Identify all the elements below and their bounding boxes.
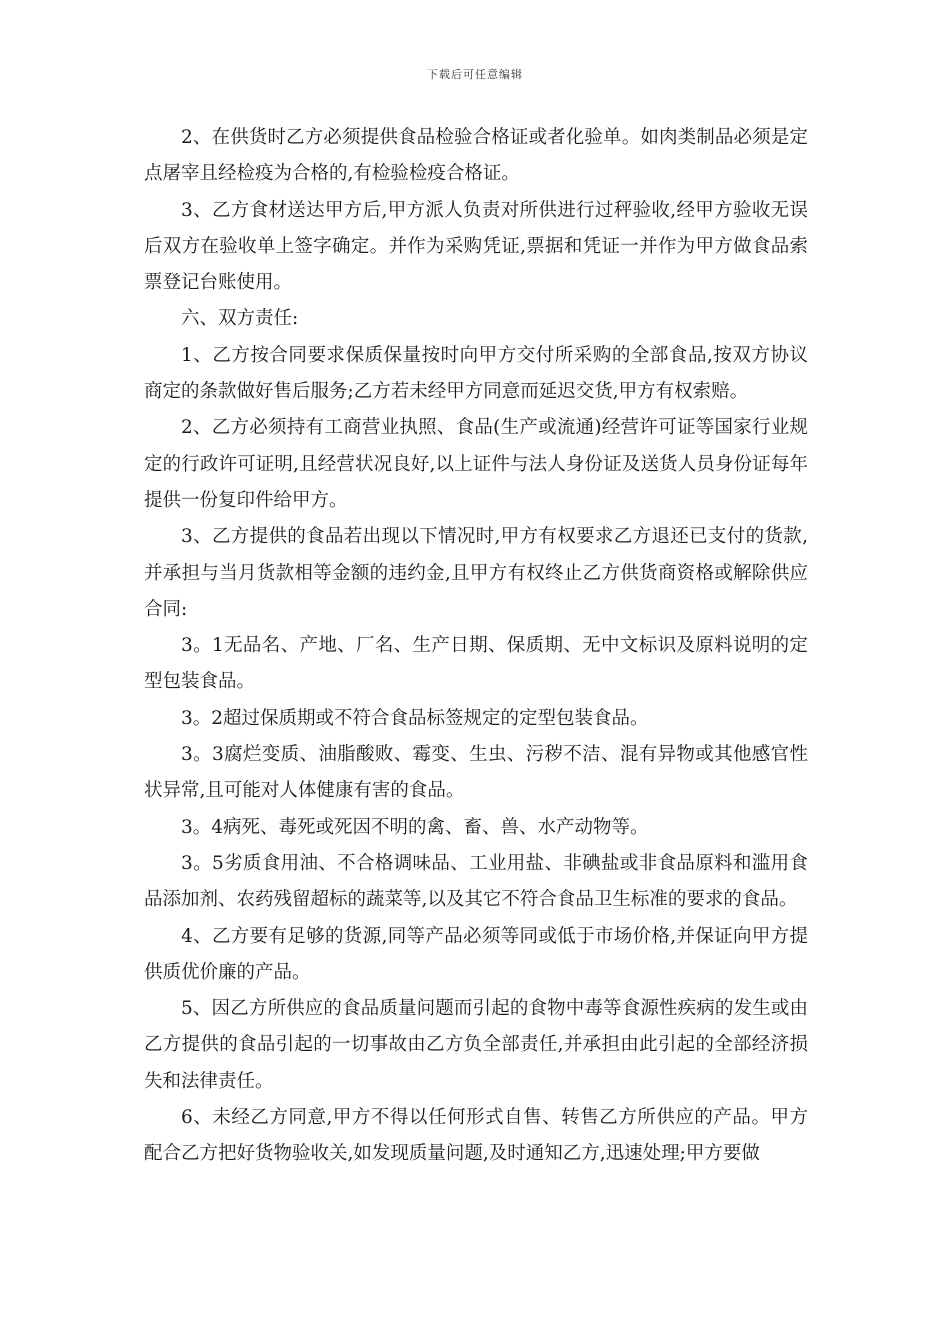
paragraph-item-3-5: 3。5劣质食用油、不合格调味品、工业用盐、非碘盐或非食品原料和滥用食品添加剂、农药残留超标的蔬菜等,以及其它不符合食品卫生标准的要求的食品。 <box>144 852 808 911</box>
paragraph-item-3-4: 3。4病死、毒死或死因不明的禽、畜、兽、水产动物等。 <box>181 816 649 838</box>
page-header: 下载后可任意编辑 <box>427 68 523 81</box>
paragraph-responsibility-2: 2、乙方必须持有工商营业执照、食品(生产或流通)经营许可证等国家行业规定的行政许可证明,且经营状况良好,以上证件与法人身份证及送货人员身份证每年提供一份复印件给甲方。 <box>144 417 808 511</box>
paragraph-responsibility-6: 6、未经乙方同意,甲方不得以任何形式自售、转售乙方所供应的产品。甲方配合乙方把好货物验收关,如发现质量问题,及时通知乙方,迅速处理;甲方要做 <box>144 1107 808 1165</box>
paragraph-responsibility-3: 3、乙方提供的食品若出现以下情况时,甲方有权要求乙方退还已支付的货款,并承担与当月货款相等金额的违约金,且甲方有权终止乙方供货商资格或解除供应合同: <box>144 526 808 620</box>
paragraph-responsibility-4: 4、乙方要有足够的货源,同等产品必须等同或低于市场价格,并保证向甲方提供质优价廉的产品。 <box>144 925 808 983</box>
paragraph-item-3-2: 3。2超过保质期或不符合食品标签规定的定型包装食品。 <box>181 707 649 729</box>
paragraph-supply-certificate: 2、在供货时乙方必须提供食品检验合格证或者化验单。如肉类制品必须是定点屠宰且经检疫为合格的,有检验检疫合格证。 <box>144 127 808 185</box>
paragraph-responsibility-1: 1、乙方按合同要求保质保量按时向甲方交付所采购的全部食品,按双方协议商定的条款做好售后服务;乙方若未经甲方同意而延迟交货,甲方有权索赔。 <box>144 344 808 403</box>
paragraph-item-3-3: 3。3腐烂变质、油脂酸败、霉变、生虫、污秽不洁、混有异物或其他感官性状异常,且可能对人体健康有害的食品。 <box>144 744 808 802</box>
document-body <box>144 120 808 1173</box>
section-heading-responsibilities: 六、双方责任: <box>181 308 299 330</box>
paragraph-item-3-1: 3。1无品名、产地、厂名、生产日期、保质期、无中文标识及原料说明的定型包装食品。 <box>144 635 808 693</box>
paragraph-acceptance-check: 3、乙方食材送达甲方后,甲方派人负责对所供进行过秤验收,经甲方验收无误后双方在验收单上签字确定。并作为采购凭证,票据和凭证一并作为甲方做食品索票登记台账使用。 <box>144 199 808 294</box>
paragraph-responsibility-5: 5、因乙方所供应的食品质量问题而引起的食物中毒等食源性疾病的发生或由乙方提供的食品引起的一切事故由乙方负全部责任,并承担由此引起的全部经济损失和法律责任。 <box>144 998 808 1092</box>
